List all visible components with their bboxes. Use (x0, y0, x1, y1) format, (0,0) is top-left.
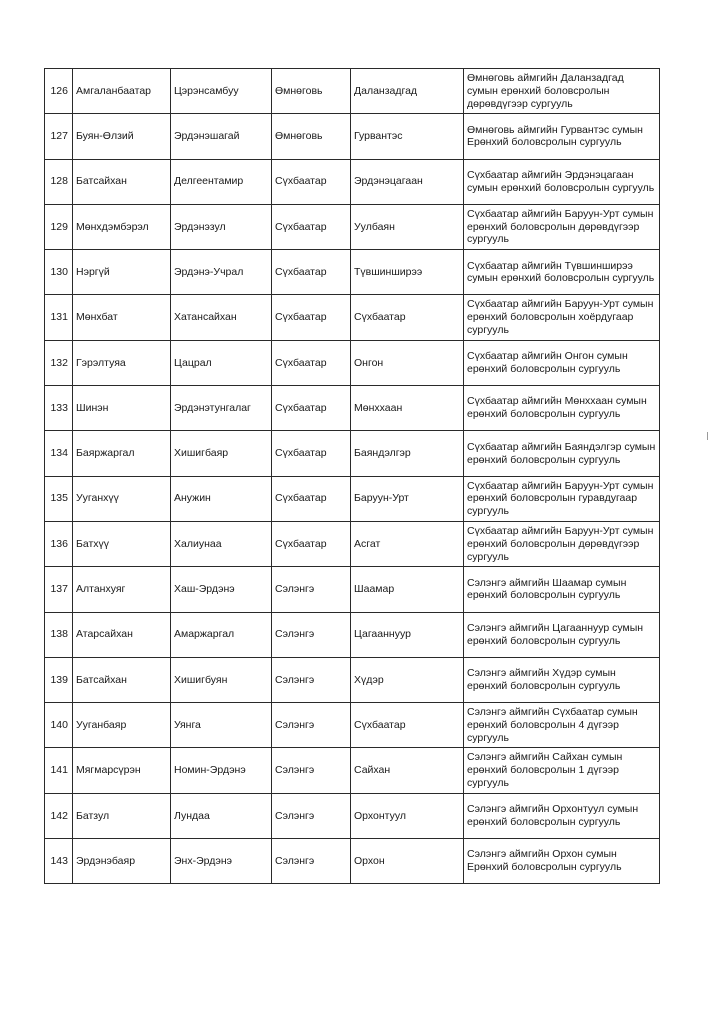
parent-name-cell: Лундаа (171, 793, 272, 838)
row-number-cell: 129 (45, 204, 73, 249)
school-cell: Сүхбаатар аймгийн Мөнххаан сумын ерөнхий боловсролын сургууль (464, 386, 660, 431)
row-number-cell: 127 (45, 114, 73, 159)
parent-name-cell: Эрдэнэ-Учрал (171, 250, 272, 295)
parent-name-cell: Хишигбуян (171, 657, 272, 702)
school-cell: Сүхбаатар аймгийн Баруун-Урт сумын ерөнхий боловсролын дөрөвдүгээр сургууль (464, 521, 660, 566)
aimag-cell: Сэлэнгэ (272, 567, 351, 612)
parent-name-cell: Номин-Эрдэнэ (171, 748, 272, 793)
aimag-cell: Сүхбаатар (272, 431, 351, 476)
row-number-cell: 142 (45, 793, 73, 838)
row-number-cell: 130 (45, 250, 73, 295)
soum-cell: Мөнххаан (351, 386, 464, 431)
table-row (45, 657, 660, 702)
aimag-cell: Сүхбаатар (272, 340, 351, 385)
soum-cell: Уулбаян (351, 204, 464, 249)
row-number-cell: 136 (45, 521, 73, 566)
aimag-cell: Сүхбаатар (272, 386, 351, 431)
row-number-cell: 134 (45, 431, 73, 476)
soum-cell: Баруун-Урт (351, 476, 464, 521)
school-cell: Сэлэнгэ аймгийн Хүдэр сумын ерөнхий боловсролын сургууль (464, 657, 660, 702)
soum-cell: Баяндэлгэр (351, 431, 464, 476)
given-name-cell: Гэрэлтуяа (73, 340, 171, 385)
soum-cell: Эрдэнэцагаан (351, 159, 464, 204)
given-name-cell: Эрдэнэбаяр (73, 839, 171, 884)
given-name-cell: Амгаланбаатар (73, 69, 171, 114)
school-cell: Сүхбаатар аймгийн Баяндэлгэр сумын ерөнхий боловсролын сургууль (464, 431, 660, 476)
table-row (45, 521, 660, 566)
aimag-cell: Сэлэнгэ (272, 612, 351, 657)
school-cell: Сүхбаатар аймгийн Онгон сумын ерөнхий боловсролын сургууль (464, 340, 660, 385)
school-cell: Сэлэнгэ аймгийн Сайхан сумын ерөнхий боловсролын 1 дүгээр сургууль (464, 748, 660, 793)
table-row (45, 250, 660, 295)
soum-cell: Орхонтуул (351, 793, 464, 838)
row-number-cell: 131 (45, 295, 73, 340)
soum-cell: Сүхбаатар (351, 295, 464, 340)
parent-name-cell: Халиунаа (171, 521, 272, 566)
given-name-cell: Батхүү (73, 521, 171, 566)
table-row (45, 476, 660, 521)
aimag-cell: Сүхбаатар (272, 295, 351, 340)
table-row (45, 839, 660, 884)
given-name-cell: Мягмарсүрэн (73, 748, 171, 793)
table-row (45, 386, 660, 431)
parent-name-cell: Хатансайхан (171, 295, 272, 340)
school-cell: Сүхбаатар аймгийн Баруун-Урт сумын ерөнхий боловсролын гуравдугаар сургууль (464, 476, 660, 521)
given-name-cell: Мөнхбат (73, 295, 171, 340)
aimag-cell: Сэлэнгэ (272, 839, 351, 884)
table-row (45, 431, 660, 476)
aimag-cell: Сүхбаатар (272, 250, 351, 295)
row-number-cell: 143 (45, 839, 73, 884)
school-cell: Сүхбаатар аймгийн Эрдэнэцагаан сумын ерөнхий боловсролын сургууль (464, 159, 660, 204)
aimag-cell: Сүхбаатар (272, 521, 351, 566)
scan-mark (707, 432, 708, 440)
given-name-cell: Нэргүй (73, 250, 171, 295)
given-name-cell: Батсайхан (73, 657, 171, 702)
parent-name-cell: Цацрал (171, 340, 272, 385)
soum-cell: Сайхан (351, 748, 464, 793)
soum-cell: Асгат (351, 521, 464, 566)
row-number-cell: 135 (45, 476, 73, 521)
given-name-cell: Буян-Өлзий (73, 114, 171, 159)
parent-name-cell: Энх-Эрдэнэ (171, 839, 272, 884)
school-cell: Сэлэнгэ аймгийн Цагааннуур сумын ерөнхий боловсролын сургууль (464, 612, 660, 657)
soum-cell: Хүдэр (351, 657, 464, 702)
aimag-cell: Сүхбаатар (272, 476, 351, 521)
row-number-cell: 128 (45, 159, 73, 204)
parent-name-cell: Амаржаргал (171, 612, 272, 657)
soum-cell: Орхон (351, 839, 464, 884)
table-row (45, 703, 660, 748)
parent-name-cell: Эрдэнэшагай (171, 114, 272, 159)
parent-name-cell: Эрдэнэтунгалаг (171, 386, 272, 431)
aimag-cell: Сэлэнгэ (272, 748, 351, 793)
school-cell: Сэлэнгэ аймгийн Орхон сумын Ерөнхий боловсролын сургууль (464, 839, 660, 884)
given-name-cell: Ууганхүү (73, 476, 171, 521)
given-name-cell: Батсайхан (73, 159, 171, 204)
parent-name-cell: Анужин (171, 476, 272, 521)
given-name-cell: Алтанхуяг (73, 567, 171, 612)
table-row (45, 748, 660, 793)
school-cell: Өмнөговь аймгийн Даланзадгад сумын ерөнхий боловсролын дөрөвдүгээр сургууль (464, 69, 660, 114)
given-name-cell: Мөнхдэмбэрэл (73, 204, 171, 249)
school-cell: Сэлэнгэ аймгийн Шаамар сумын ерөнхий боловсролын сургууль (464, 567, 660, 612)
row-number-cell: 133 (45, 386, 73, 431)
table-row (45, 204, 660, 249)
row-number-cell: 139 (45, 657, 73, 702)
student-table-body (45, 69, 660, 884)
table-row (45, 159, 660, 204)
row-number-cell: 141 (45, 748, 73, 793)
row-number-cell: 140 (45, 703, 73, 748)
table-row (45, 793, 660, 838)
parent-name-cell: Хаш-Эрдэнэ (171, 567, 272, 612)
row-number-cell: 137 (45, 567, 73, 612)
aimag-cell: Өмнөговь (272, 114, 351, 159)
given-name-cell: Ууганбаяр (73, 703, 171, 748)
table-row (45, 69, 660, 114)
table-row (45, 567, 660, 612)
parent-name-cell: Хишигбаяр (171, 431, 272, 476)
row-number-cell: 138 (45, 612, 73, 657)
school-cell: Сэлэнгэ аймгийн Орхонтуул сумын ерөнхий боловсролын сургууль (464, 793, 660, 838)
aimag-cell: Сүхбаатар (272, 159, 351, 204)
soum-cell: Даланзадгад (351, 69, 464, 114)
soum-cell: Онгон (351, 340, 464, 385)
parent-name-cell: Делгеентамир (171, 159, 272, 204)
soum-cell: Сүхбаатар (351, 703, 464, 748)
row-number-cell: 132 (45, 340, 73, 385)
table-row (45, 612, 660, 657)
aimag-cell: Сэлэнгэ (272, 657, 351, 702)
given-name-cell: Шинэн (73, 386, 171, 431)
school-cell: Өмнөговь аймгийн Гурвантэс сумын Ерөнхий боловсролын сургууль (464, 114, 660, 159)
aimag-cell: Өмнөговь (272, 69, 351, 114)
aimag-cell: Сүхбаатар (272, 204, 351, 249)
school-cell: Сүхбаатар аймгийн Баруун-Урт сумын ерөнхий боловсролын дөрөвдүгээр сургууль (464, 204, 660, 249)
given-name-cell: Баяржаргал (73, 431, 171, 476)
given-name-cell: Атарсайхан (73, 612, 171, 657)
student-table (44, 68, 660, 884)
given-name-cell: Батзул (73, 793, 171, 838)
school-cell: Сэлэнгэ аймгийн Сүхбаатар сумын ерөнхий боловсролын 4 дүгээр сургууль (464, 703, 660, 748)
aimag-cell: Сэлэнгэ (272, 793, 351, 838)
school-cell: Сүхбаатар аймгийн Түвшинширээ сумын ерөнхий боловсролын сургууль (464, 250, 660, 295)
table-row (45, 295, 660, 340)
soum-cell: Түвшинширээ (351, 250, 464, 295)
parent-name-cell: Цэрэнсамбуу (171, 69, 272, 114)
table-row (45, 340, 660, 385)
parent-name-cell: Уянга (171, 703, 272, 748)
parent-name-cell: Эрдэнэзул (171, 204, 272, 249)
row-number-cell: 126 (45, 69, 73, 114)
school-cell: Сүхбаатар аймгийн Баруун-Урт сумын ерөнхий боловсролын хоёрдугаар сургууль (464, 295, 660, 340)
aimag-cell: Сэлэнгэ (272, 703, 351, 748)
soum-cell: Гурвантэс (351, 114, 464, 159)
soum-cell: Цагааннуур (351, 612, 464, 657)
table-row (45, 114, 660, 159)
soum-cell: Шаамар (351, 567, 464, 612)
